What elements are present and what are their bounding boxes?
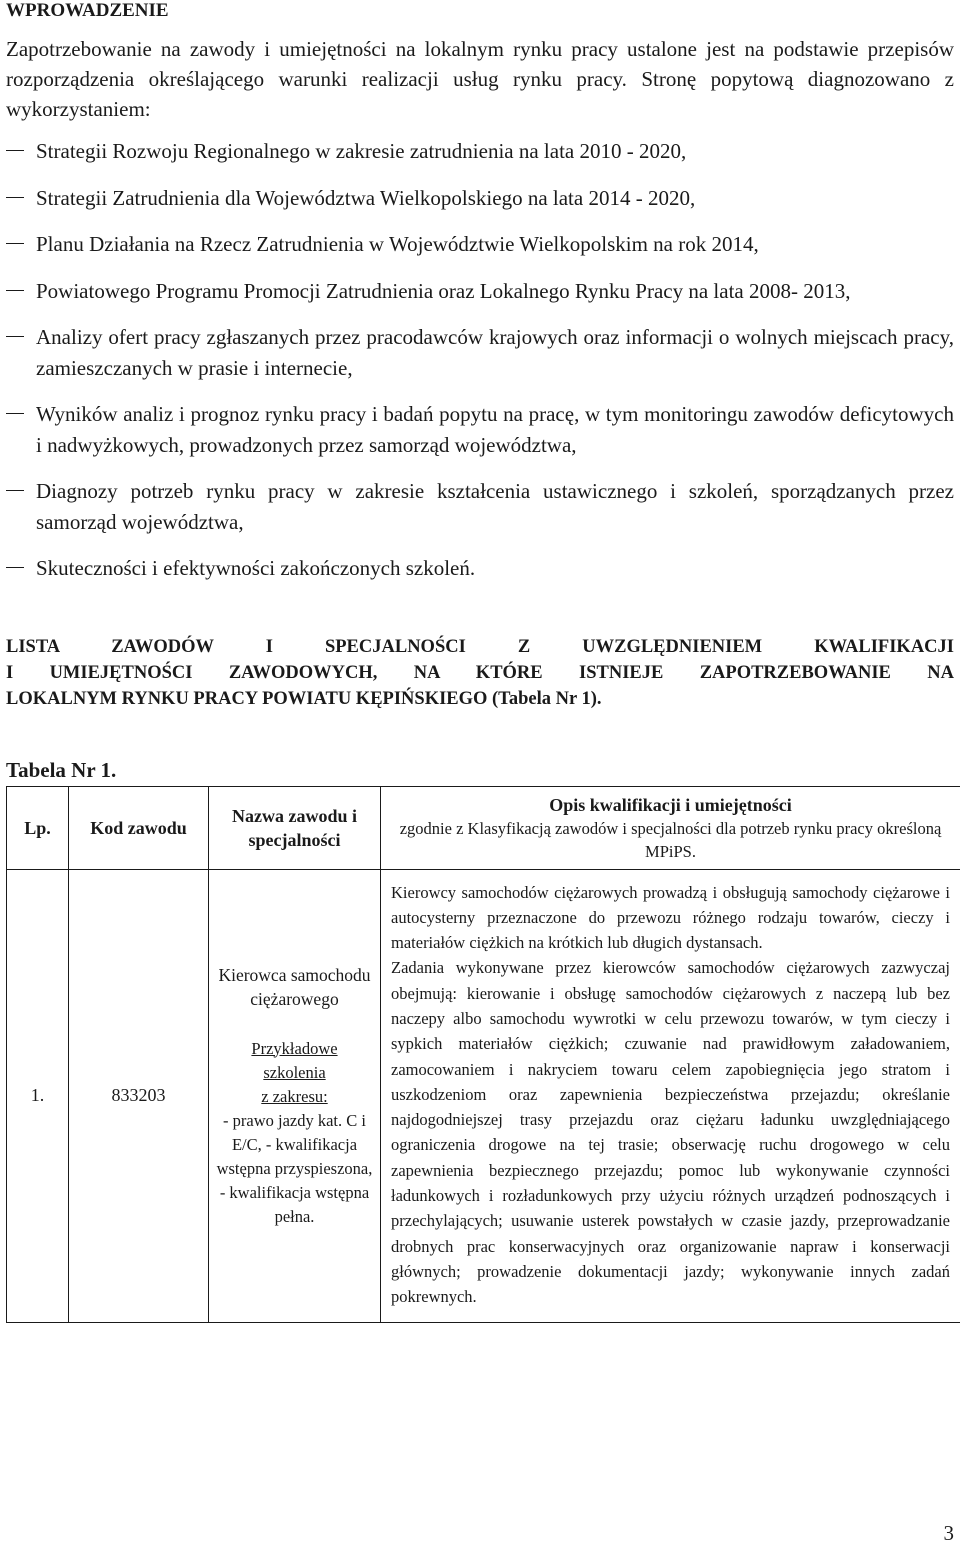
criteria-item: Diagnozy potrzeb rynku pracy w zakresie kształcenia ustawicznego i szkoleń, sporządzanych przez samorząd województwa, bbox=[6, 476, 954, 537]
header-description-subtitle: zgodnie z Klasyfikacją zawodów i specjalności dla potrzeb rynku pracy określoną MPiPS. bbox=[385, 817, 956, 863]
criteria-list bbox=[6, 136, 954, 584]
table-caption: Tabela Nr 1. bbox=[6, 756, 954, 784]
training-label-line-3: z zakresu: bbox=[215, 1085, 374, 1109]
header-lp: Lp. bbox=[7, 786, 69, 869]
criteria-item: Planu Działania na Rzecz Zatrudnienia w Województwie Wielkopolskim na rok 2014, bbox=[6, 229, 954, 260]
list-title-line-2: I UMIEJĘTNOŚCI ZAWODOWYCH, NA KTÓRE ISTNIEJE ZAPOTRZEBOWANIE NA bbox=[6, 660, 954, 686]
dash-bullet-icon bbox=[6, 150, 24, 151]
cell-lp: 1. bbox=[7, 869, 69, 1322]
header-description-title: Opis kwalifikacji i umiejętności bbox=[385, 793, 956, 817]
training-items: - prawo jazdy kat. C i E/C, - kwalifikacja wstępna przyspieszona, - kwalifikacja wstępna pełna. bbox=[215, 1109, 374, 1229]
criteria-item: Wyników analiz i prognoz rynku pracy i badań popytu na pracę, w tym monitoringu zawodów deficytowych i nadwyżkowych, prowadzonych przez samorząd województwa, bbox=[6, 399, 954, 460]
dash-bullet-icon bbox=[6, 413, 24, 414]
table-header-row bbox=[7, 786, 960, 869]
occupations-table bbox=[6, 786, 960, 1323]
criteria-item: Analizy ofert pracy zgłaszanych przez pracodawców krajowych oraz informacji o wolnych miejscach pracy, zamieszczanych w prasie i internecie, bbox=[6, 322, 954, 383]
header-name: Nazwa zawodu i specjalności bbox=[209, 786, 381, 869]
intro-paragraph: Zapotrzebowanie na zawody i umiejętności na lokalnym rynku pracy ustalone jest na podstawie przepisów rozporządzenia określającego warunki realizacji usług rynku pracy. Stronę popytową diagnozowano z wykorzystaniem: bbox=[6, 34, 954, 124]
list-title-line-3: LOKALNYM RYNKU PRACY POWIATU KĘPIŃSKIEGO (Tabela Nr 1). bbox=[6, 689, 602, 709]
dash-bullet-icon bbox=[6, 490, 24, 491]
dash-bullet-icon bbox=[6, 567, 24, 568]
cell-occupation-name bbox=[209, 869, 381, 1322]
criteria-item: Powiatowego Programu Promocji Zatrudnienia oraz Lokalnego Rynku Pracy na lata 2008- 2013, bbox=[6, 276, 954, 307]
dash-bullet-icon bbox=[6, 290, 24, 291]
section-heading: WPROWADZENIE bbox=[6, 0, 954, 22]
occupation-title: Kierowca samochodu ciężarowego bbox=[215, 963, 374, 1011]
criteria-item: Strategii Zatrudnienia dla Województwa Wielkopolskiego na lata 2014 - 2020, bbox=[6, 183, 954, 214]
occupation-list-title bbox=[6, 634, 954, 712]
list-title-line-1: LISTA ZAWODÓW I SPECJALNOŚCI Z UWZGLĘDNIENIEM KWALIFIKACJI bbox=[6, 634, 954, 660]
table-row bbox=[7, 869, 960, 1322]
description-paragraph-1: Kierowcy samochodów ciężarowych prowadzą i obsługują samochody ciężarowe i autocysterny przeznaczone do przewozu różnego rodzaju towarów, cieczy i materiałów ciężkich na krótkich lub długich dystansach. bbox=[391, 880, 950, 956]
intro-section bbox=[6, 34, 954, 584]
training-label-line-2: szkolenia bbox=[215, 1061, 374, 1085]
header-description bbox=[381, 786, 960, 869]
training-label-line-1: Przykładowe bbox=[215, 1037, 374, 1061]
document-page bbox=[6, 0, 954, 1323]
dash-bullet-icon bbox=[6, 243, 24, 244]
dash-bullet-icon bbox=[6, 336, 24, 337]
page-number: 3 bbox=[944, 1521, 955, 1546]
training-block bbox=[215, 1037, 374, 1229]
dash-bullet-icon bbox=[6, 197, 24, 198]
criteria-item: Skuteczności i efektywności zakończonych szkoleń. bbox=[6, 553, 954, 584]
criteria-item: Strategii Rozwoju Regionalnego w zakresie zatrudnienia na lata 2010 - 2020, bbox=[6, 136, 954, 167]
description-paragraph-2: Zadania wykonywane przez kierowców samochodów ciężarowych zazwyczaj obejmują: kierowanie i obsługę samochodów ciężarowych z naczepą lub bez naczepy albo samochodu wywrotki w celu przewozu towarów, w tym cieczy i sypkich materiałów ciężkich; czuwanie nad prawidłowym załadowaniem, zamocowaniem i nakryciem towaru celem zapobiegnięcia jego stratom i uszkodzeniom oraz zapewnienia bezpieczeństwa przejazdu; określanie najdogodniejszej trasy przejazdu oraz ciężaru ładunku uwzględniającego ograniczenia drogowe na tej trasie; obserwację ruchu drogowego w celu zapewnienia bezpiecznego przejazdu; pomoc lub wykonywanie czynności ładunkowych i rozładunkowych przy użyciu różnych urządzeń podnoszących i przechylających; usuwanie usterek powstałych w czasie jazdy, przeprowadzanie drobnych prac konserwacyjnych oraz organizowanie napraw i konserwacji głównych; prowadzenie dokumentacji jazdy; wykonywanie innych zadań pokrewnych. bbox=[391, 955, 950, 1309]
cell-description bbox=[381, 869, 960, 1322]
header-code: Kod zawodu bbox=[69, 786, 209, 869]
cell-code: 833203 bbox=[69, 869, 209, 1322]
